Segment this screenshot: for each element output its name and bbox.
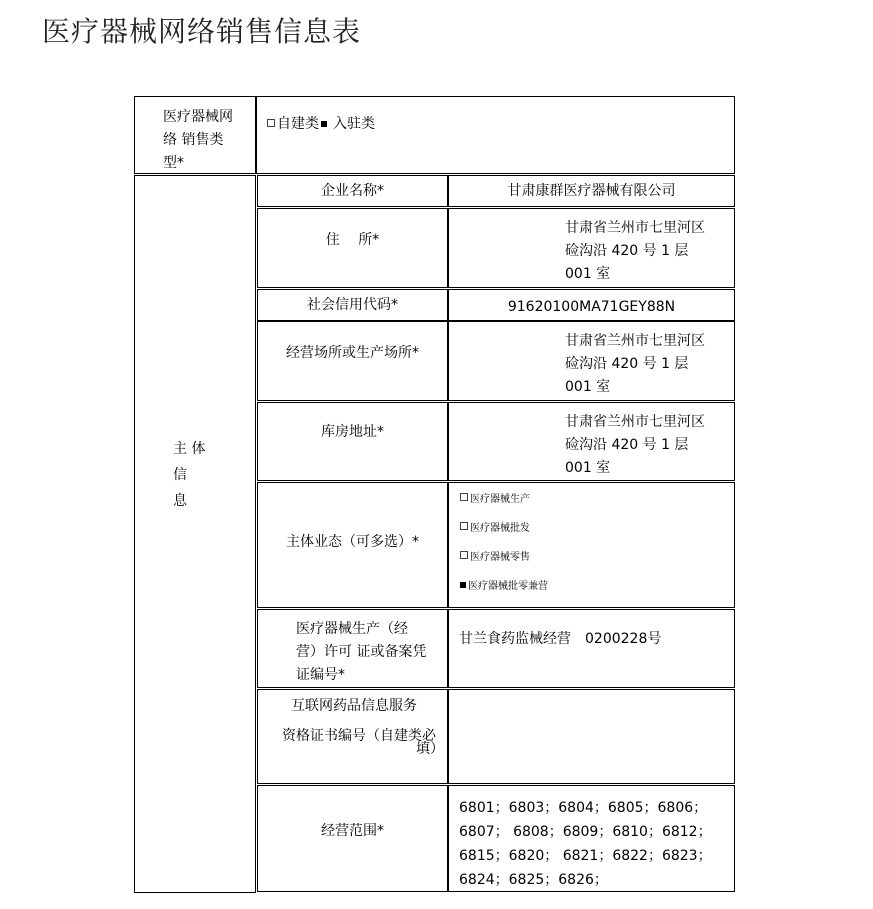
business-form-option xyxy=(460,551,530,565)
scope-label: 经营范围* xyxy=(321,823,384,839)
checkbox-empty-icon xyxy=(267,119,275,127)
business-place-line: 硷沟沿 420 号 1 层 xyxy=(565,356,689,372)
business-form-label: 医疗器械批零兼营 xyxy=(468,581,548,592)
business-form-option xyxy=(460,493,530,507)
address-label: 住 所* xyxy=(325,232,380,248)
company-name-value: 甘肃康群医疗器械有限公司 xyxy=(507,183,676,199)
scope-label-cell xyxy=(257,785,448,892)
checkbox-empty-icon xyxy=(460,551,468,559)
license-label-line: 证编号* xyxy=(296,667,345,683)
business-form-label: 医疗器械批发 xyxy=(470,523,530,534)
sales-type-value-cell xyxy=(256,96,735,174)
address-value-cell xyxy=(448,208,735,288)
scope-value-cell xyxy=(448,785,735,892)
scope-line: 6824；6825；6826； xyxy=(459,872,608,888)
subject-label-line: 主 体 xyxy=(173,441,206,457)
internet-cert-label-line: 填） xyxy=(416,741,444,757)
page-title: 医疗器械网络销售信息表 xyxy=(42,15,362,48)
license-label-line: 医疗器械生产（经 xyxy=(296,621,408,637)
business-form-label: 医疗器械生产 xyxy=(470,494,530,505)
sales-type-label-line: 医疗器械网 xyxy=(163,109,233,125)
checkbox-filled-icon xyxy=(321,121,327,127)
business-place-line: 001 室 xyxy=(565,379,611,395)
warehouse-label: 库房地址* xyxy=(321,424,384,440)
credit-code-label: 社会信用代码* xyxy=(307,297,398,313)
business-place-value-cell xyxy=(448,321,735,401)
credit-code-label-cell xyxy=(257,289,448,321)
warehouse-line: 甘肃省兰州市七里河区 xyxy=(565,414,705,430)
address-line: 甘肃省兰州市七里河区 xyxy=(565,220,705,236)
business-form-option xyxy=(460,580,548,594)
warehouse-value-cell xyxy=(448,402,735,481)
internet-cert-label-cell xyxy=(257,689,448,784)
license-label-line: 营）许可 证或备案凭 xyxy=(296,644,427,660)
scope-line: 6815；6820； 6821；6822；6823； xyxy=(459,848,712,864)
subject-info-label-cell xyxy=(134,175,256,893)
credit-code-value: 91620100MA71GEY88N xyxy=(507,299,676,315)
business-place-line: 甘肃省兰州市七里河区 xyxy=(565,333,705,349)
address-label-cell xyxy=(257,208,448,288)
address-line: 硷沟沿 420 号 1 层 xyxy=(565,243,689,259)
sales-type-label-line: 络 销售类 xyxy=(163,132,224,148)
scope-line: 6807； 6808；6809；6810；6812； xyxy=(459,824,712,840)
type-option-settled: 入驻类 xyxy=(333,116,375,132)
business-forms-value-cell xyxy=(448,482,735,608)
business-place-label-cell xyxy=(257,321,448,401)
checkbox-empty-icon xyxy=(460,493,468,501)
sales-type-label-cell xyxy=(134,96,256,174)
type-option-self-built: 自建类 xyxy=(277,116,319,132)
subject-label-line: 息 xyxy=(173,493,187,509)
company-name-label: 企业名称* xyxy=(321,183,384,199)
business-forms-label-cell xyxy=(257,482,448,608)
license-value: 甘兰食药监械经营 0200228号 xyxy=(459,631,662,647)
credit-code-value-cell xyxy=(448,289,735,321)
internet-cert-label-line: 互联网药品信息服务 xyxy=(291,698,417,714)
company-name-label-cell xyxy=(257,175,448,207)
internet-cert-value-cell xyxy=(448,689,735,784)
warehouse-label-cell xyxy=(257,402,448,481)
internet-cert-label-line: 资格证书编号（自建类必 xyxy=(282,728,436,744)
checkbox-empty-icon xyxy=(460,522,468,530)
company-name-value-cell xyxy=(448,175,735,207)
warehouse-line: 001 室 xyxy=(565,460,611,476)
business-forms-label: 主体业态（可多选）* xyxy=(286,534,419,550)
business-place-label: 经营场所或生产场所* xyxy=(286,345,419,361)
sales-type-label-line: 型* xyxy=(163,155,184,171)
checkbox-filled-icon xyxy=(460,582,466,588)
license-label-cell xyxy=(257,609,448,688)
business-form-label: 医疗器械零售 xyxy=(470,552,530,563)
address-line: 001 室 xyxy=(565,266,611,282)
scope-line: 6801；6803；6804；6805；6806； xyxy=(459,800,708,816)
business-form-option xyxy=(460,522,530,536)
warehouse-line: 硷沟沿 420 号 1 层 xyxy=(565,437,689,453)
subject-label-line: 信 xyxy=(173,467,187,483)
license-value-cell xyxy=(448,609,735,688)
sales-type-options xyxy=(267,113,375,136)
